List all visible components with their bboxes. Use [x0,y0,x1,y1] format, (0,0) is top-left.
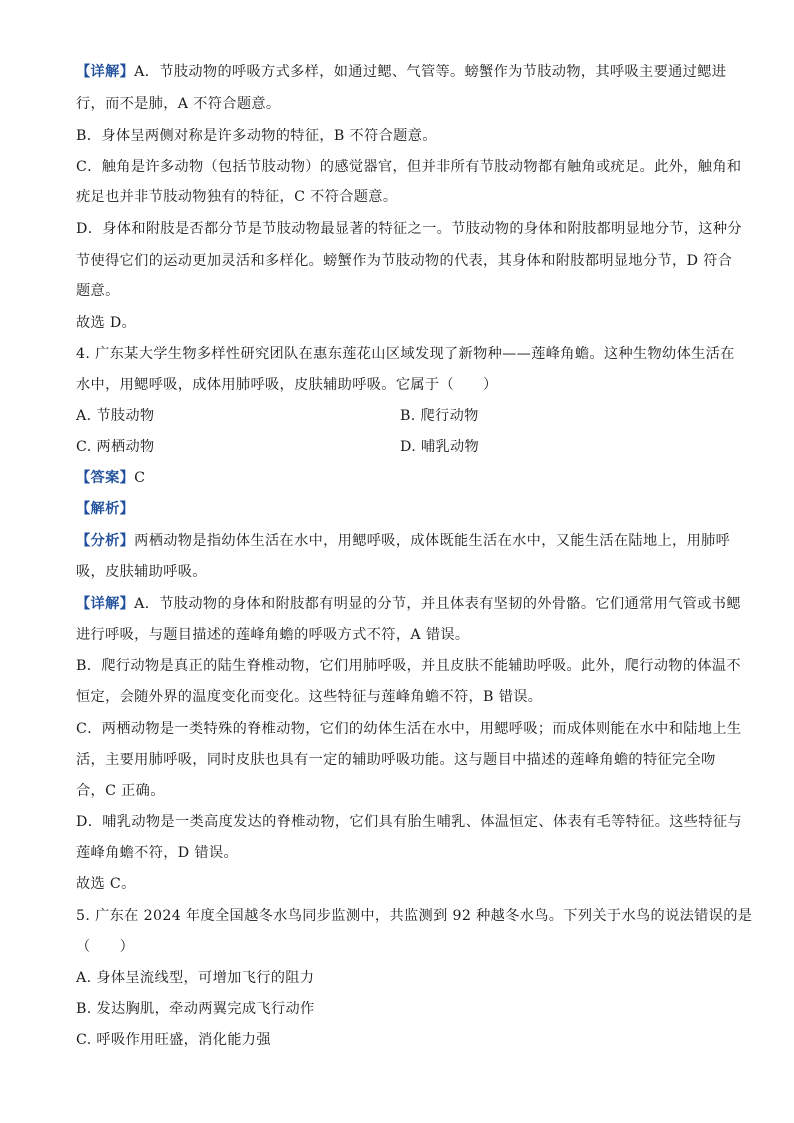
q3-conclusion: 故选 D。 [76,315,137,331]
q4-detail-line-6: 活，主要用肺呼吸，同时皮肤也具有一定的辅助呼吸功能。这与题目中描述的莲峰角蟾的特征完全吻 [76,752,716,768]
q4-detail-line-1: 【详解】A．节肢动物的身体和附肢都有明显的分节，并且体表有坚韧的外骨骼。它们通常用气管或书鳃 [76,596,741,612]
q4-detail-line-4: 恒定，会随外界的温度变化而变化。这些特征与莲峰角蟾不符，B 错误。 [76,689,543,705]
q4-stem-line-1: 4. 广东某大学生物多样性研究团队在惠东莲花山区域发现了新物种——莲峰角蟾。这种生物幼体生活在 [76,346,735,362]
q4-detail-line-5: C．两栖动物是一类特殊的脊椎动物，它们的幼体生活在水中，用鳃呼吸；而成体则能在水中和陆地上生 [76,721,742,737]
q5-stem-line-2: （ ） [76,939,135,955]
q4-detail-line-2: 进行呼吸，与题目描述的莲峰角蟾的呼吸方式不符，A 错误。 [76,627,470,643]
q3-detail-line-3: B．身体呈两侧对称是许多动物的特征，B 不符合题意。 [76,128,437,144]
q4-detail-line-3: B．爬行动物是真正的陆生脊椎动物，它们用肺呼吸，并且皮肤不能辅助呼吸。此外，爬行动物的体温不 [76,658,741,674]
q4-option-d: D. 哺乳动物 [400,439,480,455]
q3-detail-line-7: 节使得它们的运动更加灵活和多样化。螃蟹作为节肢动物的代表，其身体和附肢都明显地分节，D 符合 [76,253,733,269]
q3-detail-line-6: D．身体和附肢是否都分节是节肢动物最显著的特征之一。节肢动物的身体和附肢都明显地分节，这种分 [76,221,742,237]
q4-option-c: C. 两栖动物 [76,439,155,455]
q3-detail-line-1: 【详解】A．节肢动物的呼吸方式多样，如通过鳃、气管等。螃蟹作为节肢动物，其呼吸主要通过鳃进 [76,64,727,80]
q4-detail-line-9: 莲峰角蟾不符，D 错误。 [76,845,238,861]
q4-detail-line-8: D．哺乳动物是一类高度发达的脊椎动物，它们具有胎生哺乳、体温恒定、体表有毛等特征。这些特征与 [76,814,742,830]
q3-detail-line-4: C．触角是许多动物（包括节肢动物）的感觉器官，但并非所有节肢动物都有触角或疣足。此外，触角和 [76,159,742,175]
q4-fenxi-line-2: 吸，皮肤辅助呼吸。 [76,564,207,580]
q4-conclusion: 故选 C。 [76,876,136,892]
q4-stem-line-2: 水中，用鳃呼吸，成体用肺呼吸，皮肤辅助呼吸。它属于（ ） [76,377,498,393]
detail-tag: 【详解】 [76,64,135,80]
q4-fenxi-line-1: 【分析】两栖动物是指幼体生活在水中，用鳃呼吸，成体既能生活在水中，又能生活在陆地上，用肺呼 [76,533,731,549]
q4-analysis-heading: 【解析】 [76,501,135,517]
q4-answer: 【答案】C [76,470,146,486]
detail-tag: 【详解】 [76,596,135,612]
q5-stem-line-1: 5. 广东在 2024 年度全国越冬水鸟同步监测中，共监测到 92 种越冬水鸟。下列关于水鸟的说法错误的是 [76,908,753,924]
q5-option-c: C. 呼吸作用旺盛，消化能力强 [76,1032,271,1048]
q4-detail-line-7: 合，C 正确。 [76,783,165,799]
q4-option-a: A. 节肢动物 [76,408,155,424]
q3-detail-line-2: 行，而不是肺，A 不符合题意。 [76,96,281,112]
fenxi-tag: 【分析】 [76,533,135,549]
answer-tag: 【答案】 [76,470,135,486]
q3-detail-line-5: 疣足也并非节肢动物独有的特征，C 不符合题意。 [76,189,398,205]
q5-option-b: B. 发达胸肌，牵动两翼完成飞行动作 [76,1001,315,1017]
q3-detail-line-8: 题意。 [76,283,120,299]
q5-option-a: A. 身体呈流线型，可增加飞行的阻力 [76,970,315,986]
q4-option-b: B. 爬行动物 [400,408,479,424]
